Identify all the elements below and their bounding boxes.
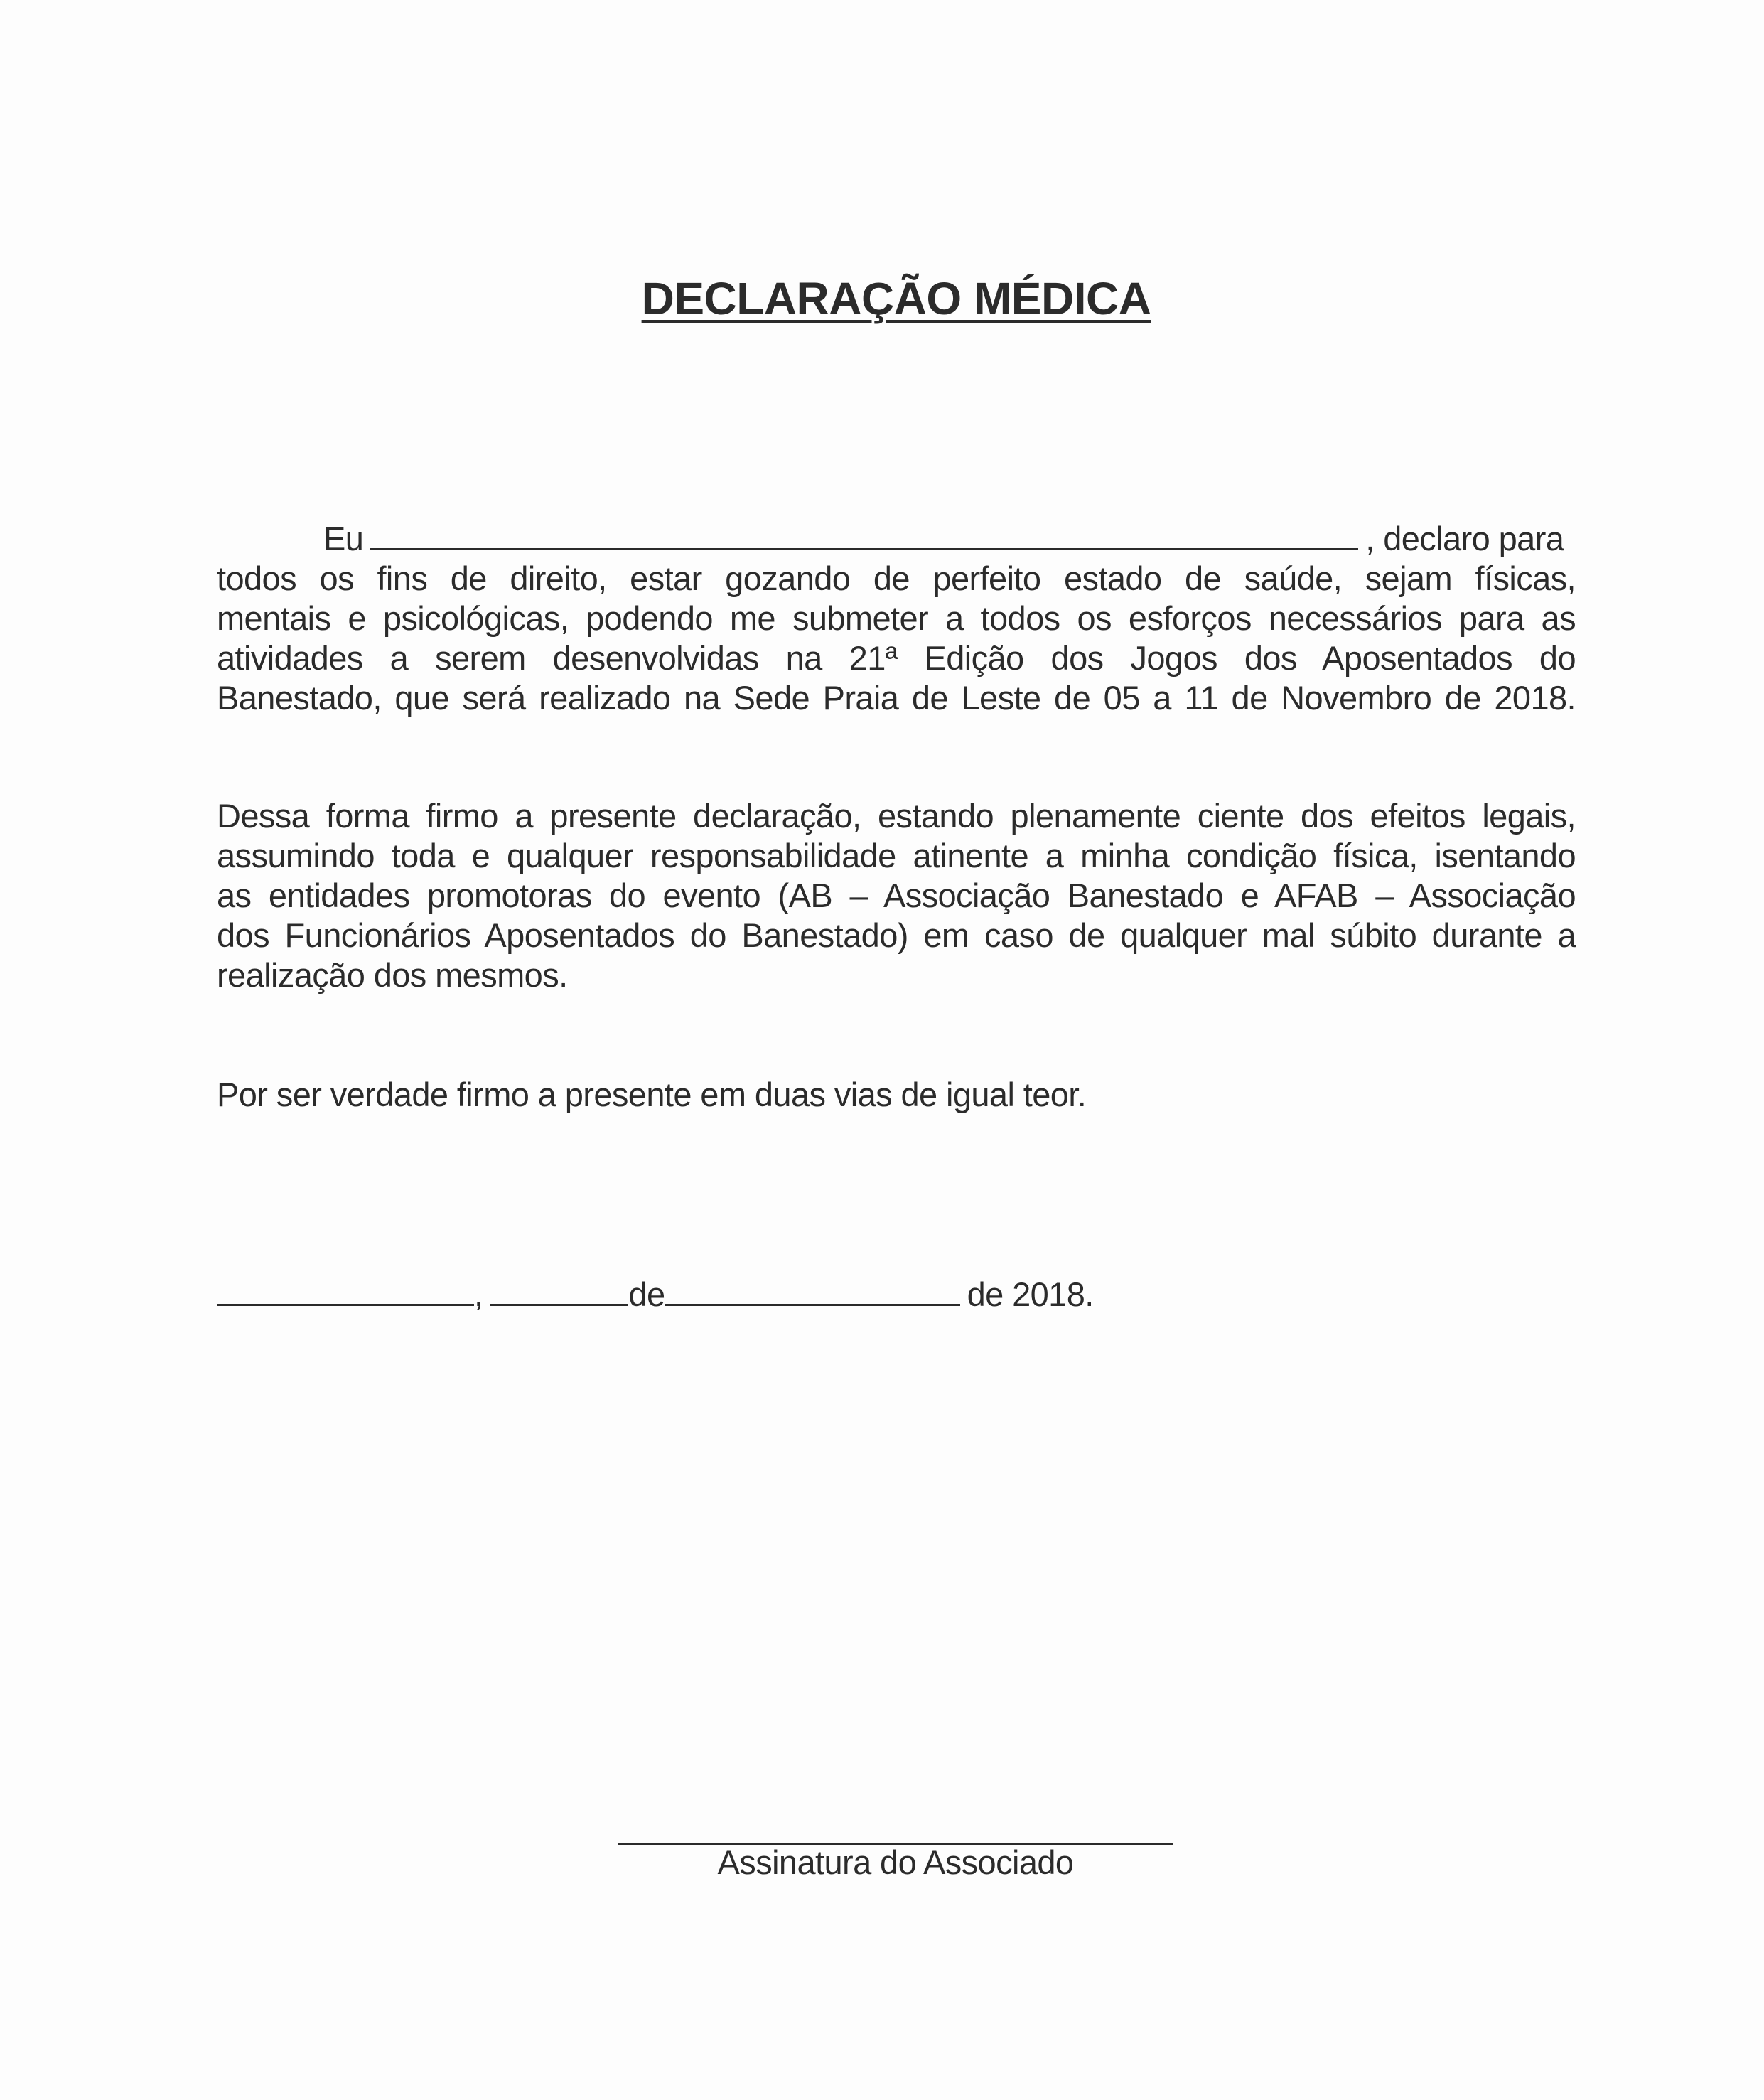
- date-de: de: [628, 1275, 665, 1313]
- paragraph-line: atividades a serem desenvolvidas na 21ª Edição dos Jogos dos Aposentados do: [217, 639, 1576, 677]
- liability-paragraph: [217, 796, 1576, 995]
- day-blank-field[interactable]: [490, 1275, 628, 1306]
- declaration-paragraph: [217, 519, 1576, 718]
- lead-text: Eu: [323, 520, 364, 557]
- paragraph-line: todos os fins de direito, estar gozando de perfeito estado de saúde, sejam físicas,: [217, 559, 1576, 597]
- paragraph-line: Dessa forma firmo a presente declaração, estando plenamente ciente dos efeitos legais,: [217, 797, 1576, 835]
- paragraph-line: dos Funcionários Aposentados do Banestado) em caso de qualquer mal súbito durante a: [217, 916, 1576, 954]
- name-line: [217, 519, 1576, 559]
- date-line: [217, 1275, 1094, 1314]
- paragraph-line: mentais e psicológicas, podendo me submeter a todos os esforços necessários para as: [217, 599, 1576, 637]
- signature-label: Assinatura do Associado: [717, 1843, 1074, 1881]
- name-blank-field[interactable]: [370, 520, 1358, 550]
- paragraph-line: as entidades promotoras do evento (AB – Associação Banestado e AFAB – Associação: [217, 877, 1576, 914]
- date-suffix: de 2018.: [967, 1275, 1094, 1313]
- paragraph-line: Banestado, que será realizado na Sede Praia de Leste de 05 a 11 de Novembro de 2018.: [217, 679, 1576, 717]
- paragraph-line: assumindo toda e qualquer responsabilidade atinente a minha condição física, isentando: [217, 837, 1576, 874]
- paragraph-line: realização dos mesmos.: [217, 956, 568, 994]
- document-title: DECLARAÇÃO MÉDICA: [641, 273, 1151, 324]
- closing-paragraph: Por ser verdade firmo a presente em duas vias de igual teor.: [217, 1076, 1087, 1113]
- city-blank-field[interactable]: [217, 1275, 474, 1306]
- after-blank-text: , declaro para: [1365, 520, 1564, 557]
- date-comma: ,: [474, 1275, 483, 1313]
- month-blank-field[interactable]: [665, 1275, 960, 1306]
